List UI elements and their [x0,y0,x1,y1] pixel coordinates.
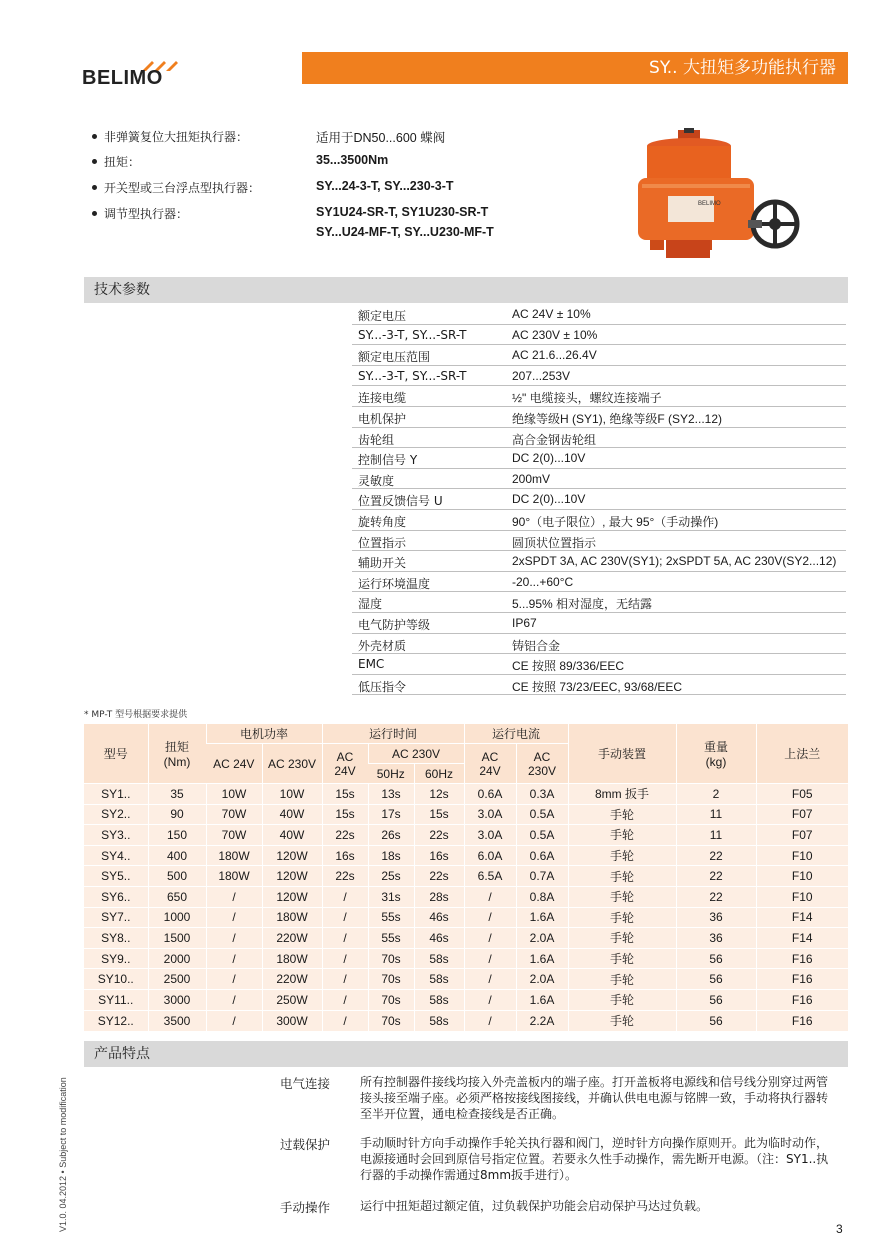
table-cell: 300W [262,1010,322,1031]
table-cell: / [322,886,368,907]
spec-key: 电气防护等级 [358,617,431,632]
spec-row [352,448,846,469]
spec-row [352,510,846,531]
table-cell: 11 [676,825,756,846]
table-cell: 36 [676,907,756,928]
spec-value: -20...+60°C [512,574,574,589]
spec-value: 绝缘等级H (SY1), 绝缘等级F (SY2...12) [512,411,723,426]
feature-text: 手动顺时针方向手动操作手轮关执行器和阀门，逆时针方向操作原则开。此为临时动作，电源接通时会回到原信号指定位置。若要永久性手动操作，需先断开电源。（注：SY1..执行器的手动操作需通过8mm扳手进行）。 [360,1136,829,1182]
table-cell: / [322,948,368,969]
table-cell: / [322,907,368,928]
col-current-ac24: AC 24V [464,744,516,784]
table-row [84,907,848,928]
spec-key: 额定电压 [358,309,407,323]
col-50hz: 50Hz [368,764,414,784]
table-cell: / [206,989,262,1010]
table-cell: 1.6A [516,948,568,969]
table-cell: 11 [676,804,756,825]
spec-value: 2xSPDT 3A, AC 230V(SY1); 2xSPDT 5A, AC 230V(SY2...12) [512,554,837,569]
table-cell: SY8.. [84,928,148,949]
table-cell: 0.5A [516,825,568,846]
spec-key: 湿度 [358,597,383,612]
table-cell: 58s [414,989,464,1010]
col-run-current: 运行电流 [464,724,568,744]
spec-row [352,551,846,572]
bullet-value: SY1U24-SR-T, SY1U230-SR-T [316,205,489,219]
table-cell: 220W [262,969,322,990]
product-label: BELIMO [698,201,721,207]
bullet-value: 35...3500Nm [316,153,389,167]
spec-value: AC 24V ± 10% [512,307,591,321]
table-cell: 8mm 扳手 [568,784,676,805]
bullet-label: 调节型执行器： [104,207,189,221]
table-cell: 28s [414,886,464,907]
spec-row [352,469,846,490]
table-row [84,784,848,805]
table-cell: 70s [368,1010,414,1031]
bullet-label: 非弹簧复位大扭矩执行器： [104,130,249,144]
table-cell: 3500 [148,1010,206,1031]
spec-row [352,304,846,325]
table-cell: 0.7A [516,866,568,887]
table-row [84,928,848,949]
table-cell: 0.6A [464,784,516,805]
bullet-label: 扭矩： [104,155,141,169]
page-number: 3 [836,1222,843,1236]
table-cell: 手轮 [568,1010,676,1031]
table-cell: 3.0A [464,825,516,846]
table-cell: 16s [322,845,368,866]
table-cell: 120W [262,845,322,866]
bullet-value-2: SY...U24-MF-T, SY...U230-MF-T [316,225,494,239]
page-title: SY.. 大扭矩多功能执行器 [302,52,848,84]
table-cell: 31s [368,886,414,907]
table-row [84,886,848,907]
spec-key: 外壳材质 [358,638,407,653]
table-cell: SY12.. [84,1010,148,1031]
table-cell: 2000 [148,948,206,969]
table-cell: 22s [322,866,368,887]
table-cell: 2500 [148,969,206,990]
spec-row [352,675,846,696]
table-cell: 手轮 [568,907,676,928]
actuator-product-image [628,128,808,268]
table-cell: F14 [756,928,848,949]
table-cell: 手轮 [568,928,676,949]
table-cell: F10 [756,886,848,907]
feature-text: 运行中扭矩超过额定值，过负载保护功能会启动保护马达过负载。 [360,1199,709,1213]
table-cell: / [464,1010,516,1031]
table-cell: 13s [368,784,414,805]
table-cell: 0.6A [516,845,568,866]
table-cell: 17s [368,804,414,825]
table-cell: 56 [676,948,756,969]
table-cell: 1000 [148,907,206,928]
spec-value: 高合金钢齿轮组 [512,432,597,447]
bullet-value: SY...24-3-T, SY...230-3-T [316,179,454,193]
table-cell: 1500 [148,928,206,949]
table-cell: 56 [676,1010,756,1031]
table-cell: / [322,969,368,990]
col-time-ac230: AC 230V [368,744,464,764]
table-cell: 46s [414,928,464,949]
spec-key: 控制信号 Y [358,453,418,468]
spec-row [352,654,846,675]
table-row [84,845,848,866]
table-cell: 180W [262,907,322,928]
table-cell: 220W [262,928,322,949]
table-cell: / [206,928,262,949]
table-cell: 55s [368,928,414,949]
table-cell: 2.2A [516,1010,568,1031]
table-cell: 22s [322,825,368,846]
spec-key: SY...-3-T, SY...-SR-T [358,368,467,383]
section-title-features: 产品特点 [84,1041,848,1067]
table-cell: / [464,928,516,949]
table-cell: 手轮 [568,804,676,825]
col-60hz: 60Hz [414,764,464,784]
col-flange: 上法兰 [756,724,848,784]
table-cell: 手轮 [568,866,676,887]
table-cell: SY10.. [84,969,148,990]
spec-key: 电机保护 [358,411,407,426]
table-cell: 0.8A [516,886,568,907]
bullet-dot-icon [92,159,97,164]
feature-text: 所有控制器件接线均接入外壳盖板内的端子座。打开盖板将电源线和信号线分别穿过两管接头接至端子座。必须严格按接线图接线，并确认供电电源与铭牌一致，手动将执行器转至半开位置，通电检查接线是否正确。 [360,1075,829,1121]
table-cell: 180W [262,948,322,969]
spec-key: 齿轮组 [358,432,395,447]
table-cell: / [464,907,516,928]
table-cell: 6.5A [464,866,516,887]
table-cell: SY3.. [84,825,148,846]
table-cell: 650 [148,886,206,907]
table-cell: 500 [148,866,206,887]
table-cell: 58s [414,969,464,990]
spec-value: CE 按照 73/23/EEC, 93/68/EEC [512,679,683,694]
spec-value: 圆顶状位置指示 [512,535,597,550]
spec-value: ½" 电缆接头，螺纹连接端子 [512,391,662,406]
table-cell: 手轮 [568,969,676,990]
table-cell: / [322,989,368,1010]
table-cell: 3000 [148,989,206,1010]
table-row [84,948,848,969]
table-row [84,866,848,887]
table-cell: 3.0A [464,804,516,825]
spec-value: 铸铝合金 [512,638,561,653]
table-cell: 56 [676,989,756,1010]
table-cell: / [206,886,262,907]
col-torque: 扭矩 (Nm) [148,724,206,784]
table-cell: SY11.. [84,989,148,1010]
table-cell: SY6.. [84,886,148,907]
logo-text: BELIMO [82,67,163,89]
spec-row [352,428,846,449]
spec-row [352,531,846,552]
col-time-ac24: AC 24V [322,744,368,784]
version-note: V1.0. 04.2012 • Subject to modification [58,1077,68,1232]
table-cell: / [464,886,516,907]
col-model: 型号 [84,724,148,784]
spec-table [352,304,846,695]
table-cell: 70s [368,969,414,990]
spec-key: 灵敏度 [358,473,395,488]
table-cell: SY7.. [84,907,148,928]
table-cell: / [464,989,516,1010]
table-cell: 1.6A [516,907,568,928]
model-table [84,723,848,1031]
table-cell: 70s [368,948,414,969]
table-cell: 22 [676,886,756,907]
spec-key: SY...-3-T, SY...-SR-T [358,327,467,342]
table-cell: 2.0A [516,969,568,990]
table-cell: F16 [756,989,848,1010]
table-cell: 58s [414,1010,464,1031]
spec-row [352,386,846,407]
spec-row [352,489,846,510]
table-cell: 40W [262,825,322,846]
table-cell: 22s [414,825,464,846]
belimo-logo [82,58,182,90]
spec-key: EMC [358,657,385,672]
table-cell: F16 [756,948,848,969]
col-run-time: 运行时间 [322,724,464,744]
spec-key: 旋转角度 [358,514,407,529]
table-cell: 70W [206,825,262,846]
table-cell: / [464,948,516,969]
table-row [84,1010,848,1031]
table-cell: 70W [206,804,262,825]
spec-key: 连接电缆 [358,391,407,406]
spec-value: 200mV [512,471,551,486]
table-cell: 250W [262,989,322,1010]
table-row [84,969,848,990]
spec-value: 90°（电子限位）, 最大 95°（手动操作) [512,514,719,529]
table-cell: 2 [676,784,756,805]
table-cell: 手轮 [568,989,676,1010]
table-cell: 120W [262,866,322,887]
table-cell: 手轮 [568,886,676,907]
table-cell: 55s [368,907,414,928]
table-cell: F05 [756,784,848,805]
table-cell: 6.0A [464,845,516,866]
table-cell: / [206,907,262,928]
table-cell: 手轮 [568,845,676,866]
table-cell: / [206,1010,262,1031]
table-cell: 400 [148,845,206,866]
table-cell: F10 [756,845,848,866]
table-cell: F07 [756,804,848,825]
table-cell: 180W [206,845,262,866]
table-cell: F07 [756,825,848,846]
table-cell: F16 [756,1010,848,1031]
feature-label: 过载保护 [280,1137,331,1152]
col-manual: 手动装置 [568,724,676,784]
table-cell: 2.0A [516,928,568,949]
table-cell: 150 [148,825,206,846]
col-weight: 重量 (kg) [676,724,756,784]
table-cell: 12s [414,784,464,805]
col-motor-power: 电机功率 [206,724,322,744]
table-cell: 1.6A [516,989,568,1010]
table-cell: 25s [368,866,414,887]
spec-row [352,613,846,634]
table-cell: 180W [206,866,262,887]
spec-row [352,634,846,655]
table-cell: SY5.. [84,866,148,887]
spec-value: AC 230V ± 10% [512,327,598,342]
table-cell: 22s [414,866,464,887]
table-cell: F14 [756,907,848,928]
table-row [84,825,848,846]
table-cell: SY9.. [84,948,148,969]
table-cell: 10W [262,784,322,805]
table-cell: 15s [322,784,368,805]
bullet-dot-icon [92,134,97,139]
table-cell: 26s [368,825,414,846]
spec-row [352,366,846,387]
table-cell: 70s [368,989,414,1010]
table-cell: 56 [676,969,756,990]
table-cell: / [322,928,368,949]
spec-row [352,345,846,366]
footnote: * MP-T 型号根据要求提供 [84,710,188,720]
spec-key: 运行环境温度 [358,576,431,591]
spec-value: CE 按照 89/336/EEC [512,659,625,674]
spec-key: 位置反馈信号 U [358,494,443,509]
table-cell: 46s [414,907,464,928]
col-power-ac24: AC 24V [206,744,262,784]
table-cell: SY4.. [84,845,148,866]
spec-key: 额定电压范围 [358,350,431,365]
table-cell: 16s [414,845,464,866]
col-power-ac230: AC 230V [262,744,322,784]
table-cell: / [464,969,516,990]
spec-key: 位置指示 [358,535,407,550]
spec-key: 低压指令 [358,679,407,694]
table-cell: F16 [756,969,848,990]
spec-value: IP67 [512,615,537,630]
table-cell: 58s [414,948,464,969]
table-cell: 手轮 [568,825,676,846]
spec-value: DC 2(0)...10V [512,492,586,507]
section-title-tech: 技术参数 [84,277,848,303]
table-cell: 0.3A [516,784,568,805]
table-cell: 0.5A [516,804,568,825]
table-cell: 手轮 [568,948,676,969]
spec-value: 5...95% 相对湿度，无结露 [512,597,653,612]
table-cell: 15s [322,804,368,825]
spec-row [352,325,846,346]
table-cell: / [206,969,262,990]
table-row [84,989,848,1010]
table-cell: 18s [368,845,414,866]
bullet-value: 适用于DN50...600 蝶阀 [316,131,446,145]
bullet-dot-icon [92,211,97,216]
feature-label: 电气连接 [280,1076,331,1091]
feature-label: 手动操作 [280,1200,331,1215]
table-cell: 36 [676,928,756,949]
col-current-ac230: AC 230V [516,744,568,784]
table-cell: 15s [414,804,464,825]
table-cell: 10W [206,784,262,805]
spec-row [352,572,846,593]
table-cell: 22 [676,845,756,866]
table-cell: SY2.. [84,804,148,825]
bullet-dot-icon [92,185,97,190]
table-cell: 40W [262,804,322,825]
table-cell: 35 [148,784,206,805]
table-cell: 90 [148,804,206,825]
spec-value: DC 2(0)...10V [512,451,586,466]
table-cell: / [206,948,262,969]
spec-key: 辅助开关 [358,556,407,571]
table-cell: / [322,1010,368,1031]
table-cell: F10 [756,866,848,887]
spec-row [352,592,846,613]
spec-row [352,407,846,428]
spec-value: 207...253V [512,368,571,383]
table-row [84,804,848,825]
bullet-label: 开关型或三台浮点型执行器： [104,181,261,195]
table-cell: 120W [262,886,322,907]
table-cell: SY1.. [84,784,148,805]
spec-value: AC 21.6...26.4V [512,348,597,363]
table-cell: 22 [676,866,756,887]
